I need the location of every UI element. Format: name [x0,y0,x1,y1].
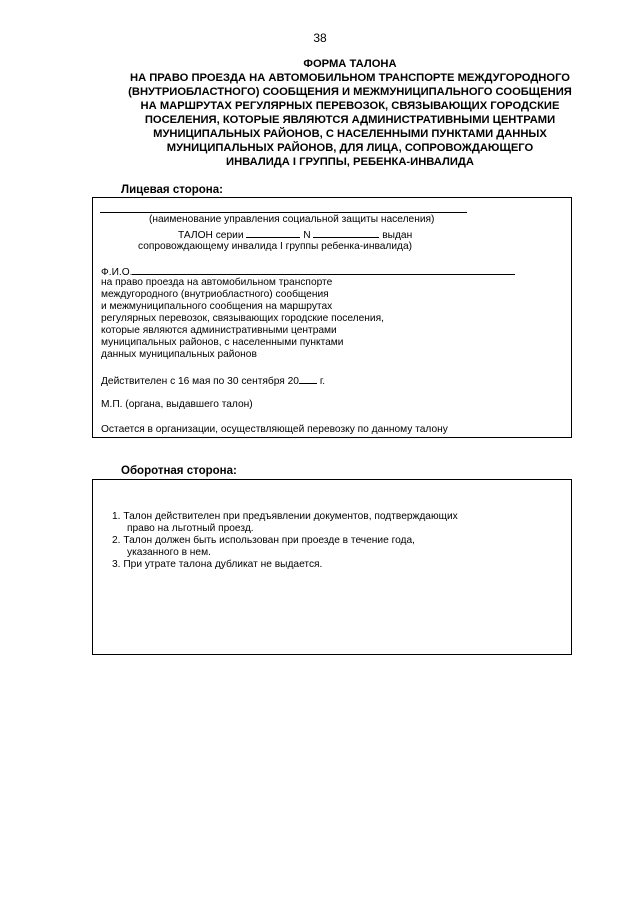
title-line: МУНИЦИПАЛЬНЫХ РАЙОНОВ, ДЛЯ ЛИЦА, СОПРОВОЖДАЮЩЕГО [166,142,534,154]
body-line: междугородного (внутриобластного) сообщения [101,289,329,300]
stamp-line: М.П. (органа, выдавшего талон) [101,399,253,410]
validity-line [101,374,325,388]
rule-item: 2. Талон должен быть использован при проезде в течение года, [112,535,415,546]
rule-item-continuation: указанного в нем. [127,547,211,558]
back-side-box [92,479,572,655]
title-line: ПОСЕЛЕНИЯ, КОТОРЫЕ ЯВЛЯЮТСЯ АДМИНИСТРАТИВНЫМИ ЦЕНТРАМИ [144,114,556,126]
body-line: на право проезда на автомобильном транспорте [101,277,333,288]
series-label: ТАЛОН серии [178,230,244,241]
fio-label: Ф.И.О. [101,267,133,278]
org-caption: (наименование управления социальной защиты населения) [149,214,435,225]
companion-line: сопровождающему инвалида I группы ребенка-инвалида) [138,241,413,252]
body-line: муниципальных районов, с населенными пунктами [101,337,344,348]
body-line: которые являются административными центрами [101,325,337,336]
body-line: и межмуниципального сообщения на маршрутах [101,301,333,312]
fio-blank [132,265,515,275]
body-line: данных муниципальных районов [101,349,257,360]
front-side-label: Лицевая сторона: [121,184,223,196]
title-line: (ВНУТРИОБЛАСТНОГО) СООБЩЕНИЯ И МЕЖМУНИЦИПАЛЬНОГО СООБЩЕНИЯ [128,86,572,98]
rule-item: 1. Талон действителен при предъявлении документов, подтверждающих [112,511,458,522]
series-line [178,228,412,242]
year-blank [299,374,317,384]
front-side-box [92,197,572,438]
validity-prefix: Действителен с 16 мая по 30 сентября 20 [101,376,299,387]
title-line: ИНВАЛИДА I ГРУППЫ, РЕБЕНКА-ИНВАЛИДА [226,156,474,168]
validity-suffix: г. [319,376,326,387]
title-line: ФОРМА ТАЛОНА [303,58,397,70]
page-number: 38 [313,31,327,45]
series-blank [246,228,300,238]
body-line: регулярных перевозок, связывающих городские поселения, [101,313,384,324]
title-line: МУНИЦИПАЛЬНЫХ РАЙОНОВ, С НАСЕЛЕННЫМИ ПУНКТАМИ ДАННЫХ [153,128,547,140]
form-title [60,57,640,169]
back-side-label: Оборотная сторона: [121,465,237,477]
number-blank [313,228,379,238]
rule-item-continuation: право на льготный проезд. [127,523,254,534]
rule-item: 3. При утрате талона дубликат не выдается. [112,559,323,570]
number-label: N [303,230,311,241]
title-line: НА ПРАВО ПРОЕЗДА НА АВТОМОБИЛЬНОМ ТРАНСПОРТЕ МЕЖДУГОРОДНОГО [129,72,570,84]
title-line: НА МАРШРУТАХ РЕГУЛЯРНЫХ ПЕРЕВОЗОК, СВЯЗЫВАЮЩИХ ГОРОДСКИЕ [140,100,560,112]
org-name-rule [100,212,467,213]
issued-label: выдан [382,230,413,241]
remains-line: Остается в организации, осуществляющей перевозку по данному талону [101,424,448,435]
